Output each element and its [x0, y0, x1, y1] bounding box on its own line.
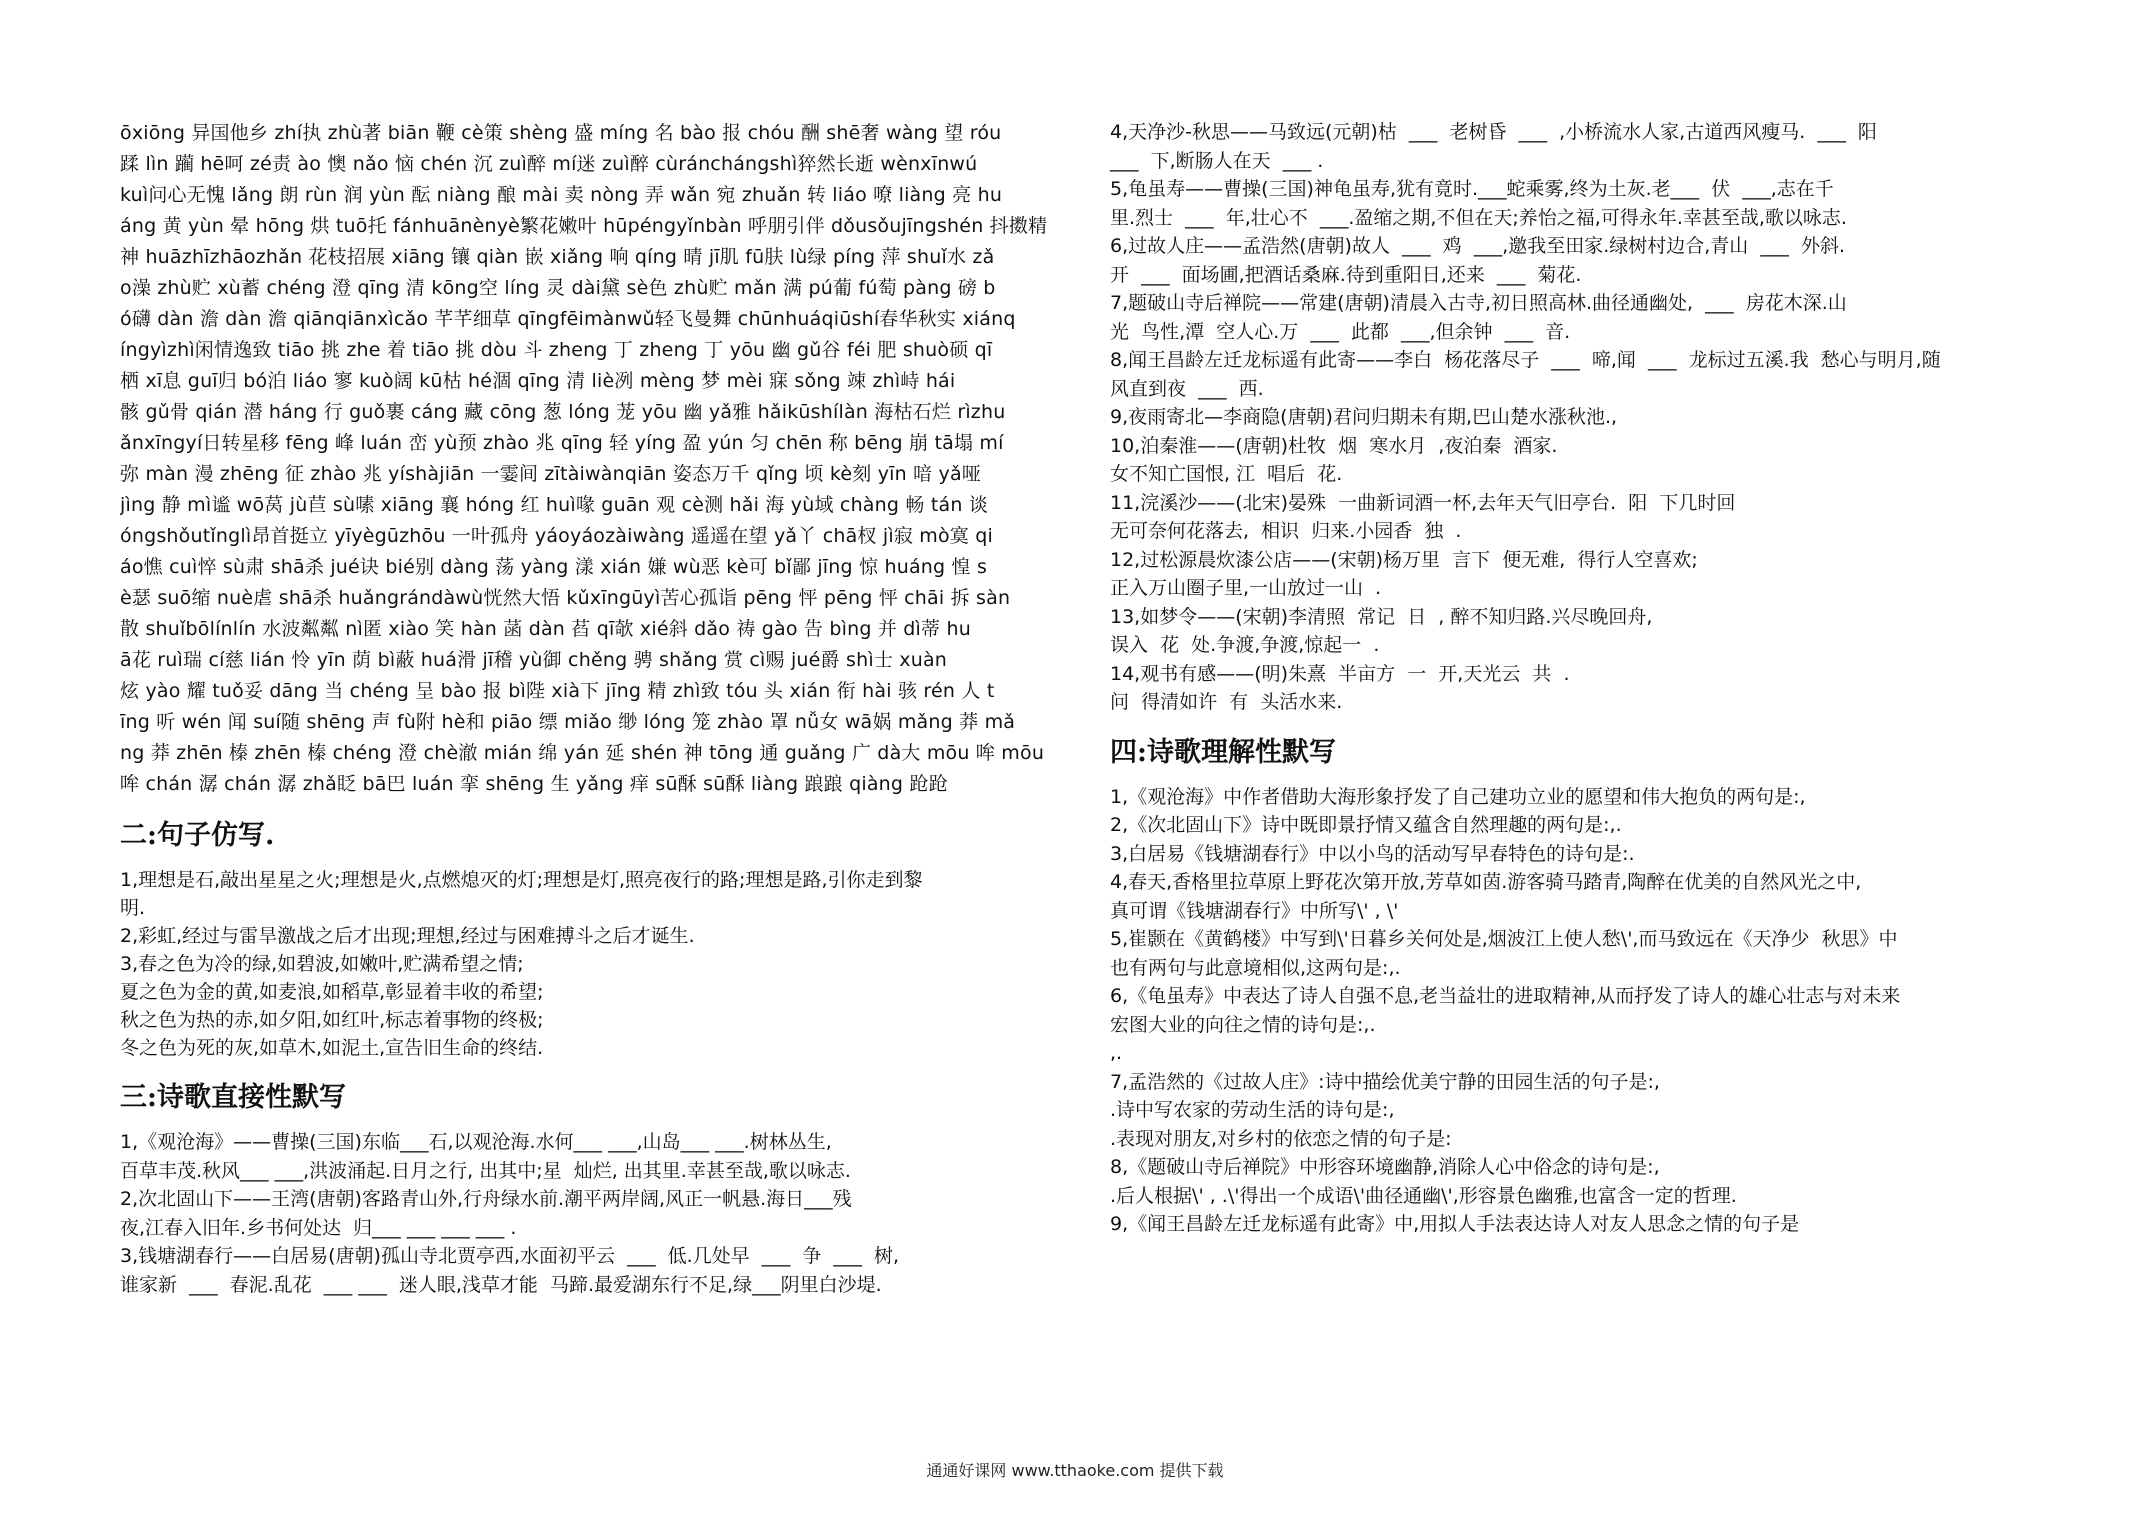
- pinyin-line: ōxiōng 异国他乡 zhí执 zhù著 biān 鞭 cè策 shèng 盛 míng 名 bào 报 chóu 酬 shē奢 wàng 望 róu: [120, 122, 1002, 144]
- poem-fill-item: 5,龟虽寿——曹操(三国)神龟虽寿,犹有竟时.___蛇乘雾,终为土灰.老___ 伏 ___,志在千: [1110, 178, 1834, 200]
- poem-fill-item: 误入 花 处.争渡,争渡,惊起一 .: [1110, 634, 1380, 656]
- pinyin-line: 弥 màn 漫 zhēng 征 zhào 兆 yíshàjiān 一霎间 zītàiwànqiān 姿态万千 qǐng 顷 kè刻 yīn 喑 yǎ哑: [120, 463, 982, 485]
- pinyin-vocabulary-block: [120, 118, 1065, 800]
- comprehension-item: 4,春天,香格里拉草原上野花次第开放,芳草如茵.游客骑马踏青,陶醉在优美的自然风光之中,: [1110, 871, 1862, 893]
- poem-fill-item: 6,过故人庄——孟浩然(唐朝)故人 ___ 鸡 ___,邀我至田家.绿树村边合,青山 ___ 外斜.: [1110, 235, 1846, 257]
- comprehension-item: 9,《闻王昌龄左迁龙标遥有此寄》中,用拟人手法表达诗人对友人思念之情的句子是: [1110, 1213, 1800, 1235]
- poem-fill-item: 谁家新 ___ 春泥.乱花 ___ ___ 迷人眼,浅草才能 马蹄.最爱湖东行不足,绿___阴里白沙堤.: [120, 1273, 882, 1296]
- pinyin-line: jìng 静 mì谧 wō莴 jù苣 sù嗉 xiāng 襄 hóng 红 huì喙 guān 观 cè测 hǎi 海 yù域 chàng 畅 tán 谈: [120, 494, 989, 516]
- poem-fill-item: 10,泊秦淮——(唐朝)杜牧 烟 寒水月 ,夜泊秦 酒家.: [1110, 434, 1558, 457]
- poem-fill-item: 9,夜雨寄北—李商隐(唐朝)君问归期未有期,巴山楚水涨秋池.,: [1110, 406, 1618, 428]
- poem-fill-item: ___ 下,断肠人在天 ___ .: [1110, 149, 1324, 172]
- poem-fill-item: 百草丰茂.秋风___ ___,洪波涌起.日月之行, 出其中;星 灿烂, 出其里.幸甚至哉,歌以咏志.: [120, 1159, 851, 1182]
- sentence-item: 3,春之色为冷的绿,如碧波,如嫩叶,贮满希望之情;: [120, 953, 524, 975]
- sentence-item: 明.: [120, 897, 146, 919]
- poem-fill-item: 开 ___ 面场圃,把酒话桑麻.待到重阳日,还来 ___ 菊花.: [1110, 263, 1582, 286]
- poem-fill-item: 12,过松源晨炊漆公店——(宋朝)杨万里 言下 便无难, 得行人空喜欢;: [1110, 548, 1698, 571]
- pinyin-line: 散 shuǐbōlínlín 水波粼粼 nì匿 xiào 笑 hàn 菡 dàn 萏 qī欹 xié斜 dǎo 祷 gào 告 bìng 并 dì蒂 hu: [120, 618, 971, 640]
- comprehension-item: 3,白居易《钱塘湖春行》中以小鸟的活动写早春特色的诗句是:.: [1110, 842, 1635, 865]
- poem-fill-item: 8,闻王昌龄左迁龙标遥有此寄——李白 杨花落尽子 ___ 啼,闻 ___ 龙标过五溪.我 愁心与明月,随: [1110, 349, 1941, 371]
- pinyin-line: o澡 zhù贮 xù蓄 chéng 澄 qīng 清 kōng空 líng 灵 dài黛 sè色 zhù贮 mǎn 满 pú葡 fú萄 pàng 磅 b: [120, 277, 996, 299]
- pinyin-line: 蹂 lìn 躏 hē呵 zé责 ào 懊 nǎo 恼 chén 沉 zuì醉 mí迷 zuì醉 cùránchángshì猝然长逝 wènxīnwú: [120, 153, 978, 175]
- comprehension-item: .后人根据\' , .\'得出一个成语\'曲径通幽\',形容景色幽雅,也富含一定的哲理.: [1110, 1184, 1737, 1207]
- sentence-item: 冬之色为死的灰,如草木,如泥土,宣告旧生命的终结.: [120, 1037, 544, 1059]
- comprehension-item: 6,《龟虽寿》中表达了诗人自强不息,老当益壮的进取精神,从而抒发了诗人的雄心壮志与对未来: [1110, 985, 1901, 1007]
- poem-fill-item: 7,题破山寺后禅院——常建(唐朝)清晨入古寺,初日照高林.曲径通幽处, ___ 房花木深.山: [1110, 292, 1847, 314]
- section-title-direct-recitation: 三:诗歌直接性默写: [120, 1082, 346, 1113]
- comprehension-item: 7,孟浩然的《过故人庄》:诗中描绘优美宁静的田园生活的句子是:,: [1110, 1070, 1660, 1093]
- poem-fill-item: 正入万山圈子里,一山放过一山 .: [1110, 577, 1382, 599]
- poem-fill-item: 问 得清如许 有 头活水来.: [1110, 691, 1343, 713]
- section-title-comprehension-recitation: 四:诗歌理解性默写: [1110, 736, 1336, 768]
- pinyin-line: ā花 ruì瑞 cí慈 lián 怜 yīn 荫 bì蔽 huá滑 jī稽 yù御 chěng 骋 shǎng 赏 cì赐 jué爵 shì士 xuàn: [120, 649, 948, 671]
- comprehension-item: 真可谓《钱塘湖春行》中所写\' , \': [1110, 899, 1399, 922]
- page-footer: 通通好课网 www.tthaoke.com 提供下载: [926, 1461, 1224, 1480]
- comprehension-item: ,.: [1110, 1042, 1123, 1064]
- sentence-item: 夏之色为金的黄,如麦浪,如稻草,彰显着丰收的希望;: [120, 981, 544, 1003]
- direct-recitation-continued-block: [1110, 118, 2030, 717]
- poem-fill-item: 无可奈何花落去, 相识 归来.小园香 独 .: [1110, 520, 1462, 542]
- pinyin-line: è瑟 suō缩 nuè虐 shā杀 huǎngrándàwù恍然大悟 kǔxīngūyì苦心孤诣 pēng 怦 pēng 怦 chāi 拆 sàn: [120, 587, 1011, 609]
- comprehension-item: 8,《题破山寺后禅院》中形容环境幽静,消除人心中俗念的诗句是:,: [1110, 1156, 1660, 1178]
- pinyin-line: óngshǒutǐnglì昂首挺立 yīyègūzhōu 一叶孤舟 yáoyáozàiwàng 遥遥在望 yǎ丫 chā杈 jì寂 mò寞 qi: [120, 525, 993, 547]
- comprehension-item: 5,崔颢在《黄鹤楼》中写到\'日暮乡关何处是,烟波江上使人愁\',而马致远在《天净少 秋思》中: [1110, 928, 1898, 950]
- comprehension-item: .表现对朋友,对乡村的依恋之情的句子是:: [1110, 1127, 1452, 1150]
- pinyin-line: 哞 chán 潺 chán 潺 zhǎ眨 bā巴 luán 挛 shēng 生 yǎng 痒 sū酥 sū酥 liàng 踉踉 qiàng 跄跄: [120, 773, 948, 795]
- pinyin-line: ǎnxīngyí日转星移 fēng 峰 luán 峦 yù预 zhào 兆 qīng 轻 yíng 盈 yún 匀 chēn 称 bēng 崩 tā塌 mí: [120, 432, 1004, 454]
- right-column: [1110, 118, 2030, 1239]
- poem-fill-item: 女不知亡国恨, 江 唱后 花.: [1110, 463, 1343, 485]
- comprehension-item: 2,《次北固山下》诗中既即景抒情又蕴含自然理趣的两句是:,.: [1110, 814, 1622, 836]
- comprehension-item: 1,《观沧海》中作者借助大海形象抒发了自己建功立业的愿望和伟大抱负的两句是:,: [1110, 785, 1806, 808]
- poem-fill-item: 风直到夜 ___ 西.: [1110, 377, 1264, 400]
- pinyin-line: áo憔 cuì悴 sù肃 shā杀 jué诀 bié别 dàng 荡 yàng 漾 xián 嫌 wù恶 kè可 bǐ鄙 jīng 惊 huáng 惶 s: [120, 556, 988, 578]
- comprehension-item: 也有两句与此意境相似,这两句是:,.: [1110, 956, 1401, 979]
- pinyin-line: íngyìzhì闲情逸致 tiāo 挑 zhe 着 tiāo 挑 dòu 斗 zheng 丁 zheng 丁 yōu 幽 gǔ谷 féi 肥 shuò硕 qī: [120, 339, 993, 361]
- sentence-item: 2,彩虹,经过与雷旱激战之后才出现;理想,经过与困难搏斗之后才诞生.: [120, 925, 695, 947]
- pinyin-line: ó礴 dàn 澹 dàn 澹 qiānqiānxìcǎo 芊芊细草 qīngfēimànwǔ轻飞曼舞 chūnhuáqiūshí春华秋实 xiánq: [120, 308, 1016, 330]
- pinyin-line: ng 莽 zhēn 榛 zhēn 榛 chéng 澄 chè澈 mián 绵 yán 延 shén 神 tōng 通 guǎng 广 dà大 mōu 哞 mōu: [120, 742, 1045, 764]
- poem-fill-item: 1,《观沧海》——曹操(三国)东临___石,以观沧海.水何___ ___,山岛___ ___.树林丛生,: [120, 1131, 832, 1153]
- poem-fill-item: 11,浣溪沙——(北宋)晏殊 一曲新词酒一杯,去年天气旧亭台. 阳 下几时回: [1110, 491, 1736, 514]
- poem-fill-item: 光 鸟性,潭 空人心.万 ___ 此都 ___,但余钟 ___ 音.: [1110, 320, 1571, 343]
- poem-fill-item: 13,如梦令——(宋朝)李清照 常记 日 , 醉不知归路.兴尽晚回舟,: [1110, 605, 1653, 628]
- direct-recitation-block: [120, 1128, 1065, 1299]
- pinyin-line: áng 黄 yùn 晕 hōng 烘 tuō托 fánhuānènyè繁花嫩叶 hūpéngyǐnbàn 呼朋引伴 dǒusǒujīngshén 抖擞精: [120, 215, 1048, 237]
- poem-fill-item: 夜,江春入旧年.乡书何处达 归___ ___ ___ ___ .: [120, 1216, 517, 1239]
- left-column: [120, 118, 1065, 1299]
- section-title-sentence-imitation: 二:句子仿写.: [120, 820, 275, 851]
- pinyin-line: 骸 gǔ骨 qián 潜 háng 行 guǒ裹 cáng 藏 cōng 葱 lóng 茏 yōu 幽 yǎ雅 hǎikūshílàn 海枯石烂 rìzhu: [120, 401, 1006, 423]
- sentence-item: 秋之色为热的赤,如夕阳,如红叶,标志着事物的终极;: [120, 1009, 544, 1031]
- poem-fill-item: 3,钱塘湖春行——白居易(唐朝)孤山寺北贾亭西,水面初平云 ___ 低.几处早 ___ 争 ___ 树,: [120, 1245, 900, 1267]
- poem-fill-item: 14,观书有感——(明)朱熹 半亩方 一 开,天光云 共 .: [1110, 662, 1570, 685]
- poem-fill-item: 2,次北固山下——王湾(唐朝)客路青山外,行舟绿水前.潮平两岸阔,风正一帆悬.海日___残: [120, 1188, 852, 1210]
- pinyin-line: 炫 yào 耀 tuǒ妥 dāng 当 chéng 呈 bào 报 bì陛 xià下 jīng 精 zhì致 tóu 头 xián 衔 hài 骇 rén 人 t: [120, 680, 995, 702]
- comprehension-item: .诗中写农家的劳动生活的诗句是:,: [1110, 1099, 1395, 1121]
- poem-fill-item: 4,天净沙-秋思——马致远(元朝)枯 ___ 老树昏 ___ ,小桥流水人家,古道西风瘦马. ___ 阳: [1110, 121, 1877, 143]
- pinyin-line: kuì问心无愧 lǎng 朗 rùn 润 yùn 酝 niàng 酿 mài 卖 nòng 弄 wǎn 宛 zhuǎn 转 liáo 嘹 liàng 亮 hu: [120, 184, 1003, 206]
- comprehension-recitation-block: [1110, 783, 2030, 1239]
- pinyin-line: 神 huāzhīzhāozhǎn 花枝招展 xiāng 镶 qiàn 嵌 xiǎng 响 qíng 晴 jī肌 fū肤 lù绿 píng 萍 shuǐ水 zǎ: [120, 246, 995, 268]
- comprehension-item: 宏图大业的向往之情的诗句是:,.: [1110, 1013, 1376, 1036]
- sentence-item: 1,理想是石,敲出星星之火;理想是火,点燃熄灭的灯;理想是灯,照亮夜行的路;理想是路,引你走到黎: [120, 869, 923, 891]
- poem-fill-item: 里.烈士 ___ 年,壮心不 ___.盈缩之期,不但在天;养怡之福,可得永年.幸甚至哉,歌以咏志.: [1110, 206, 1847, 229]
- sentence-imitation-block: [120, 866, 1065, 1062]
- pinyin-line: 栖 xī息 guī归 bó泊 liáo 寥 kuò阔 kū枯 hé涸 qīng 清 liè冽 mèng 梦 mèi 寐 sǒng 竦 zhì峙 hái: [120, 370, 956, 392]
- pinyin-line: īng 听 wén 闻 suí随 shēng 声 fù附 hè和 piāo 缥 miǎo 缈 lóng 笼 zhào 罩 nǚ女 wā娲 mǎng 莽 mǎ: [120, 711, 1016, 733]
